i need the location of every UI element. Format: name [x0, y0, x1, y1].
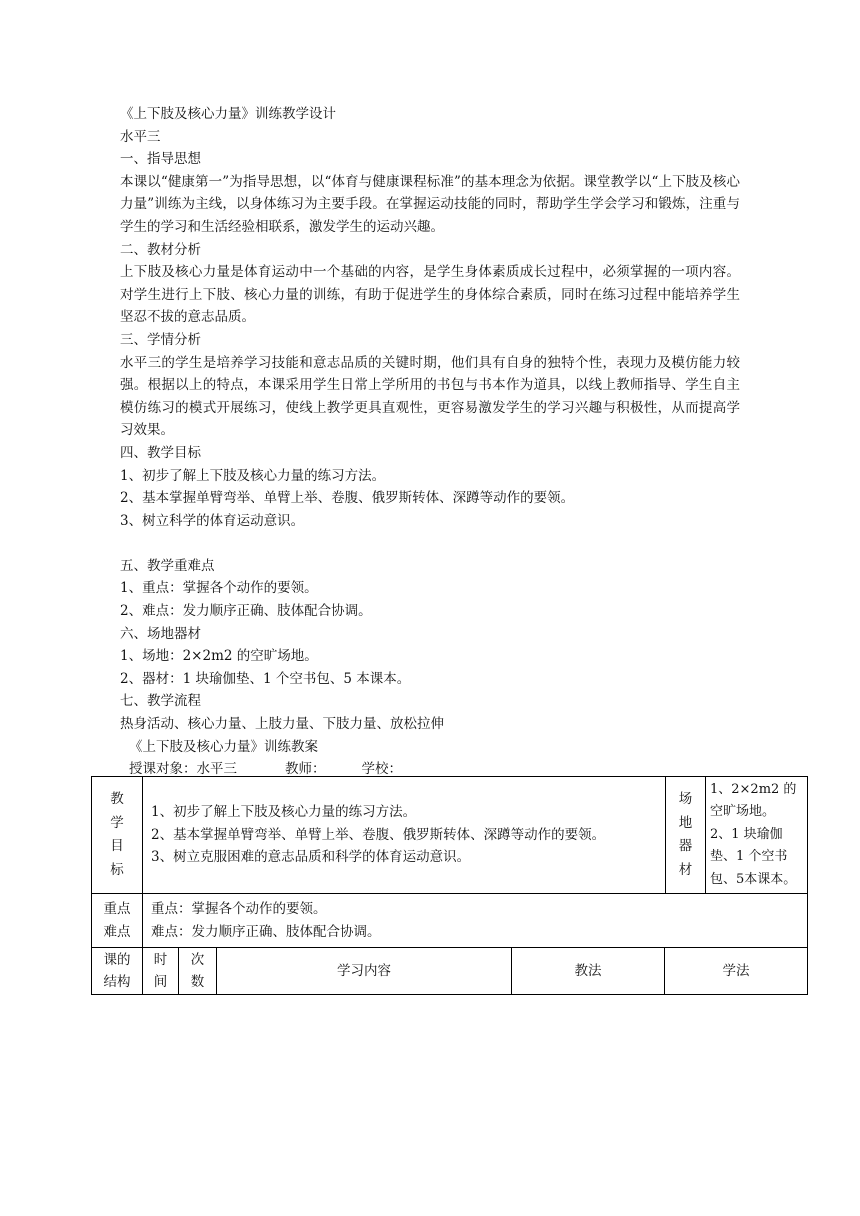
section-paragraph: 本课以“健康第一”为指导思想，以“体育与健康课程标准”的基本理念为依据。课堂教学以“上下肢及核心力量”训练为主线，以身体练习为主要手段。在掌握运动技能的同时，帮助学生学会学习和锻炼，注重与学生的学习和生活经验相联系，激发学生的运动兴趣。: [120, 173, 740, 235]
target-label: 授课对象：水平三: [129, 761, 237, 778]
list-item: 1、初步了解上下肢及核心力量的练习方法。: [120, 467, 386, 484]
key-point: 重点：掌握各个动作的要领。: [151, 900, 327, 917]
plan-title: 《上下肢及核心力量》训练教案: [129, 738, 318, 755]
venue-label-cell: 场 地 器 材: [666, 777, 706, 894]
key-label-cell: 重点 难点: [92, 894, 143, 948]
section-heading: 一、指导思想: [120, 151, 201, 168]
venue-cell: 1、2×2m2 的 空旷场地。 2、1 块瑜伽 垫、1 个空书 包、5本课本。: [706, 777, 808, 894]
section-heading: 四、教学目标: [120, 444, 201, 461]
teacher-label: 教师：: [285, 761, 326, 778]
lesson-plan-table: [91, 776, 808, 948]
lesson-structure-header: [91, 947, 808, 995]
section-paragraph: 上下肢及核心力量是体育运动中一个基础的内容，是学生身体素质成长过程中，必须掌握的一项内容。对学生进行上下肢、核心力量的训练，有助于促进学生的身体综合素质，同时在练习过程中能培养学生坚忍不拔的意志品质。: [120, 264, 740, 326]
list-item: 1、场地：2×2m2 的空旷场地。: [120, 648, 318, 665]
goal-item: 2、基本掌握单臂弯举、单臂上举、卷腹、俄罗斯转体、深蹲等动作的要领。: [151, 826, 606, 843]
teaching-method-header: 教法: [512, 948, 665, 995]
list-item: 2、基本掌握单臂弯举、单臂上举、卷腹、俄罗斯转体、深蹲等动作的要领。: [120, 490, 575, 507]
document-title: 《上下肢及核心力量》训练教学设计: [120, 106, 336, 122]
document-body: [120, 103, 740, 781]
process-text: 热身活动、核心力量、上肢力量、下肢力量、放松拉伸: [120, 716, 444, 733]
goals-cell: [143, 777, 666, 894]
blank-line: [120, 532, 740, 555]
section-heading: 五、教学重难点: [120, 557, 215, 574]
content-header: 学习内容: [217, 948, 512, 995]
goals-row: [92, 777, 808, 894]
school-label: 学校：: [361, 761, 402, 778]
section-heading: 七、教学流程: [120, 693, 201, 710]
list-item: 2、器材：1 块瑜伽垫、1 个空书包、5 本课本。: [120, 670, 411, 687]
count-header: 次 数: [179, 948, 217, 995]
section-heading: 六、场地器材: [120, 625, 201, 642]
key-points-row: [92, 894, 808, 948]
goals-label-cell: 教 学 目 标: [92, 777, 143, 894]
key-points-cell: [143, 894, 808, 948]
list-item: 1、重点：掌握各个动作的要领。: [120, 580, 318, 597]
structure-header: 课的 结构: [92, 948, 143, 995]
section-heading: 二、教材分析: [120, 241, 201, 258]
time-header: 时 间: [143, 948, 179, 995]
learning-method-header: 学法: [665, 948, 808, 995]
section-paragraph: 水平三的学生是培养学习技能和意志品质的关键时期，他们具有自身的独特个性，表现力及模仿能力较强。根据以上的特点，本课采用学生日常上学所用的书包与书本作为道具，以线上教师指导、学生自主模仿练习的模式开展练习，使线上教学更具直观性，更容易激发学生的学习兴趣与积极性，从而提高学习效果。: [120, 354, 740, 439]
key-point: 难点：发力顺序正确、肢体配合协调。: [151, 923, 381, 940]
section-heading: 三、学情分析: [120, 331, 201, 348]
header-row: [92, 948, 808, 995]
level-label: 水平三: [120, 128, 161, 145]
list-item: 2、难点：发力顺序正确、肢体配合协调。: [120, 603, 372, 620]
goal-item: 3、树立克服困难的意志品质和科学的体育运动意识。: [151, 849, 471, 866]
list-item: 3、树立科学的体育运动意识。: [120, 512, 305, 529]
goal-item: 1、初步了解上下肢及核心力量的练习方法。: [151, 804, 417, 821]
